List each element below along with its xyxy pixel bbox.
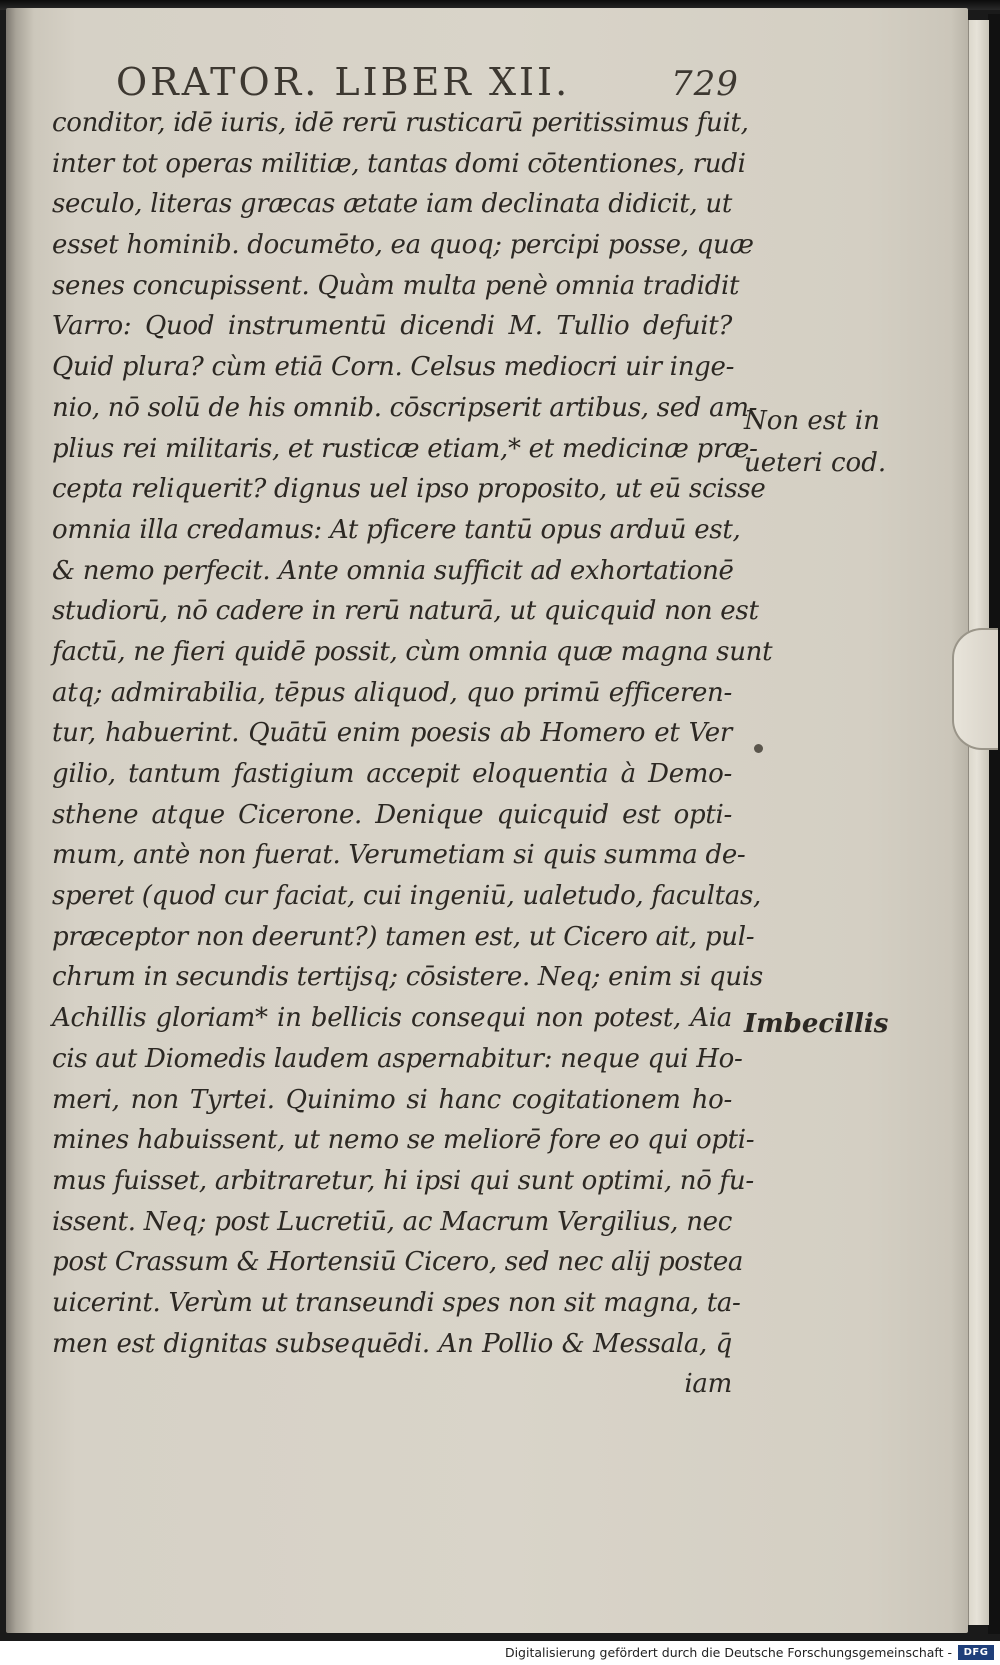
text-line: post Crassum & Hortensiū Cicero, sed nec alij postea — [52, 1247, 744, 1278]
text-line: Quid plura? cùm etiā Corn. Celsus mediocri uir inge- — [52, 352, 735, 383]
text-line: inter tot operas militiæ, tantas domi cōtentiones, rudi — [52, 148, 746, 179]
text-line: studiorū, nō cadere in rerū naturā, ut quicquid non est — [52, 596, 759, 627]
running-title: ORATOR. LIBER XII. — [116, 60, 571, 104]
text-line: Achillis gloriam* in bellicis consequi non potest, Aia — [52, 1003, 732, 1034]
text-line: speret (quod cur faciat, cui ingeniū, ualetudo, facultas, — [52, 881, 761, 912]
text-line: factū, ne fieri quidē possit, cùm omnia quæ magna sunt — [52, 636, 773, 667]
text-line: esset hominib. documēto, ea quoq; percipi posse, quæ — [52, 230, 754, 261]
page-tab-notch — [952, 628, 998, 750]
text-line: meri, non Tyrtei. Quinimo si hanc cogitationem ho- — [52, 1084, 732, 1115]
text-line: cepta reliquerit? dignus uel ipso proposito, ut eū scisse — [52, 474, 766, 505]
text-line: gilio, tantum fastigium accepit eloquentia à Demo- — [52, 759, 732, 789]
text-line: sthene atque Cicerone. Denique quicquid est opti- — [52, 799, 732, 830]
text-line: præceptor non deerunt?) tamen est, ut Cicero ait, pul- — [52, 921, 755, 952]
text-line: uicerint. Verùm ut transeundi spes non sit magna, ta- — [52, 1287, 741, 1318]
text-line: conditor, idē iuris, idē rerū rusticarū peritissimus fuit, — [52, 108, 749, 138]
book-page — [6, 8, 968, 1633]
text-line: & nemo perfecit. Ante omnia sufficit ad exhortationē — [52, 555, 734, 586]
catchword: iam — [684, 1369, 732, 1400]
text-line: mines habuissent, ut nemo se meliorē fore eo qui opti- — [52, 1125, 755, 1156]
text-line: Varro: Quod instrumentū dicendi M. Tullio defuit? — [52, 311, 732, 342]
text-line: plius rei militaris, et rusticæ etiam,* et medicinæ præ- — [52, 433, 758, 464]
margin-dot — [754, 744, 763, 753]
text-line: cis aut Diomedis laudem aspernabitur: neque qui Ho- — [52, 1043, 743, 1074]
scan-right-shadow — [988, 14, 1000, 1634]
text-line: mus fuisset, arbitraretur, hi ipsi qui sunt optimi, nō fu- — [52, 1165, 754, 1196]
text-line: men est dignitas subsequēdi. An Pollio & Messala, q̄ — [52, 1328, 732, 1359]
text-line: atq; admirabilia, tēpus aliquod, quo primū efficeren- — [52, 677, 732, 708]
dfg-logo: DFG — [958, 1645, 994, 1660]
body-text — [52, 103, 773, 1405]
text-line: omnia illa credamus: At pficere tantū opus arduū est, — [52, 514, 741, 545]
text-line: tur, habuerint. Quātū enim poesis ab Homero et Ver — [52, 718, 732, 749]
page-number: 729 — [671, 64, 739, 104]
text-line: nio, nō solū de his omnib. cōscripserit artibus, sed am- — [52, 392, 758, 423]
digitization-footer — [0, 1641, 1000, 1665]
text-line: senes concupissent. Quàm multa penè omnia tradidit — [52, 270, 740, 301]
text-line: seculo, literas græcas ætate iam declinata didicit, ut — [52, 189, 732, 220]
margin-note: Imbecillis — [744, 1009, 889, 1039]
text-line: mum, antè non fuerat. Verumetiam si quis summa de- — [52, 840, 746, 871]
margin-note-line: Non est in — [744, 406, 880, 436]
margin-note — [744, 400, 886, 484]
next-leaf-edge — [968, 20, 989, 1625]
margin-note-line: ueteri cod. — [744, 448, 887, 478]
text-line: issent. Neq; post Lucretiū, ac Macrum Vergilius, nec — [52, 1206, 732, 1237]
text-line: chrum in secundis tertijsq; cōsistere. Neq; enim si quis — [52, 962, 763, 993]
footer-credit: Digitalisierung gefördert durch die Deutsche Forschungsgemeinschaft - — [504, 1645, 952, 1660]
